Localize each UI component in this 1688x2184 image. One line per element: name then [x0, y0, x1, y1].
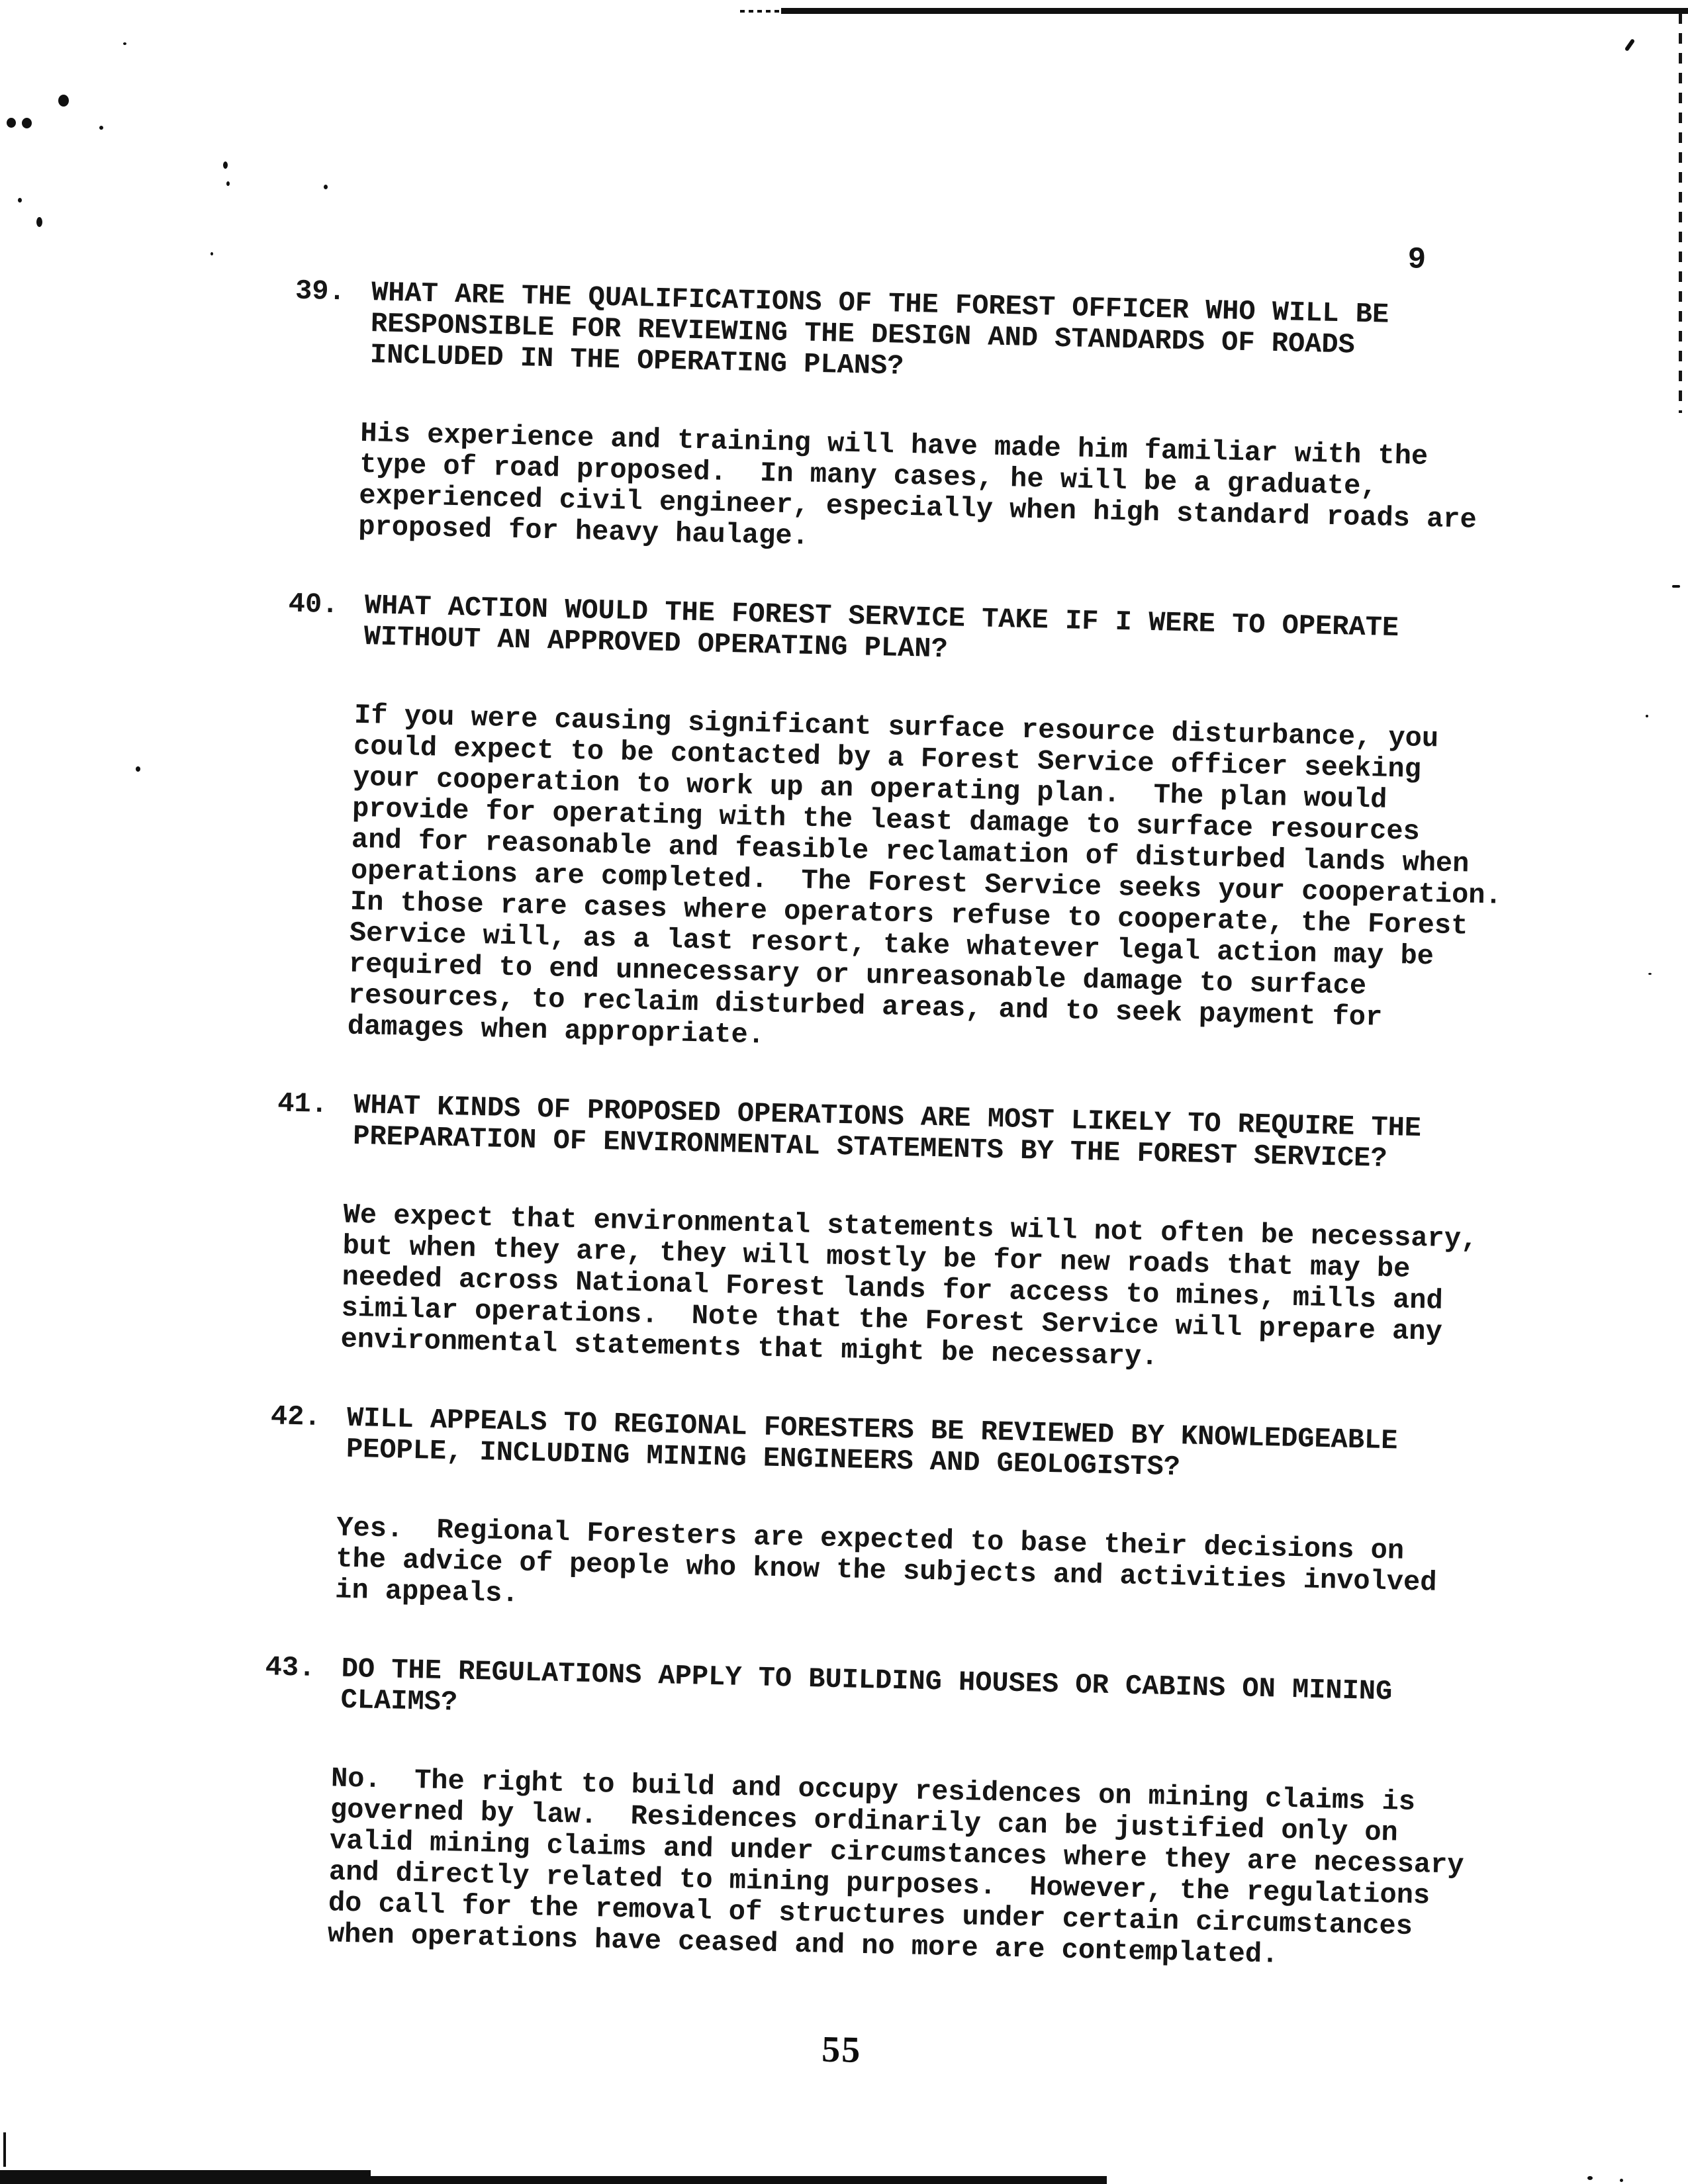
question-number: 40. [288, 588, 339, 621]
question-number: 42. [270, 1400, 322, 1433]
qa-body [334, 1402, 1528, 1632]
answer-text: His experience and training will have made him familiar with the type of road proposed. In many cases, he will be a graduate, experienced civil engineer, especially when high standard roads are proposed for heavy haulage. [357, 417, 1477, 553]
answer-text: If you were causing significant surface resource disturbance, you could expect to be contacted by a Forest Service officer seeking your cooperation to work up an operating plan. The plan would provide for operating with the least damage to surface resources and for reasonable and feasible reclamation of disturbed lands when operations are completed. The Forest Service seeks your cooperation. In those rare cases where operators refuse to cooperate, the Forest Service will, as a last resort, take whatever legal action may be required to end unnecessary or unreasonable damage to surface resources, to reclaim disturbed areas, and to seek payment for damages when appropriate. [347, 699, 1503, 1052]
question-text: WHAT ACTION WOULD THE FOREST SERVICE TAKE IF I WERE TO OPERATE WITHOUT AN APPROVED OPERATING PLAN? [363, 590, 1399, 666]
qa-item-42 [267, 1401, 1528, 1631]
answer-text: Yes. Regional Foresters are expected to base their decisions on the advice of people who know the subjects and activities involved in appeals. [334, 1512, 1437, 1610]
answer-text: We expect that environmental statements will not often be necessary, but when they are, they will mostly be for new roads that may be needed across National Forest lands for access to mines, mills and similar operations. Note that the Forest Service will prepare any environmental statements that might be necessary. [340, 1199, 1478, 1373]
answer-text: No. The right to build and occupy residences on mining claims is governed by law. Residences ordinarily can be justified only on valid mining claims and under circumstances where they are necessary and directly related to mining purposes. However, the regulations do call for the removal of structures under certain circumstances when operations have ceased and no more are contemplated. [327, 1762, 1465, 1971]
question-number: 43. [265, 1651, 316, 1684]
qa-list [258, 276, 1553, 2024]
qa-item-40 [279, 589, 1546, 1068]
question-text: WHAT ARE THE QUALIFICATIONS OF THE FOREST OFFICER WHO WILL BE RESPONSIBLE FOR REVIEWING THE DESIGN AND STANDARDS OF ROADS INCLUDED IN THE OPERATING PLANS? [369, 277, 1389, 383]
question-text: WILL APPEALS TO REGIONAL FORESTERS BE REVIEWED BY KNOWLEDGEABLE PEOPLE, INCLUDING MINING ENGINEERS AND GEOLOGISTS? [346, 1402, 1398, 1484]
qa-item-39 [290, 276, 1553, 569]
qa-body [347, 590, 1546, 1068]
qa-item-43 [259, 1652, 1523, 1976]
qa-body [327, 1653, 1523, 1976]
question-text: WHAT KINDS OF PROPOSED OPERATIONS ARE MOST LIKELY TO REQUIRE THE PREPARATION OF ENVIRONMENTAL STATEMENTS BY THE FOREST SERVICE? [352, 1089, 1422, 1175]
page-number-bottom: 55 [821, 2028, 862, 2071]
question-number: 39. [295, 275, 346, 308]
qa-item-41 [272, 1088, 1535, 1381]
question-number: 41. [277, 1087, 328, 1121]
page-number-top: 9 [1407, 242, 1427, 277]
question-text: DO THE REGULATIONS APPLY TO BUILDING HOUSES OR CABINS ON MINING CLAIMS? [340, 1653, 1393, 1719]
qa-body [357, 277, 1553, 569]
qa-body [340, 1089, 1535, 1381]
